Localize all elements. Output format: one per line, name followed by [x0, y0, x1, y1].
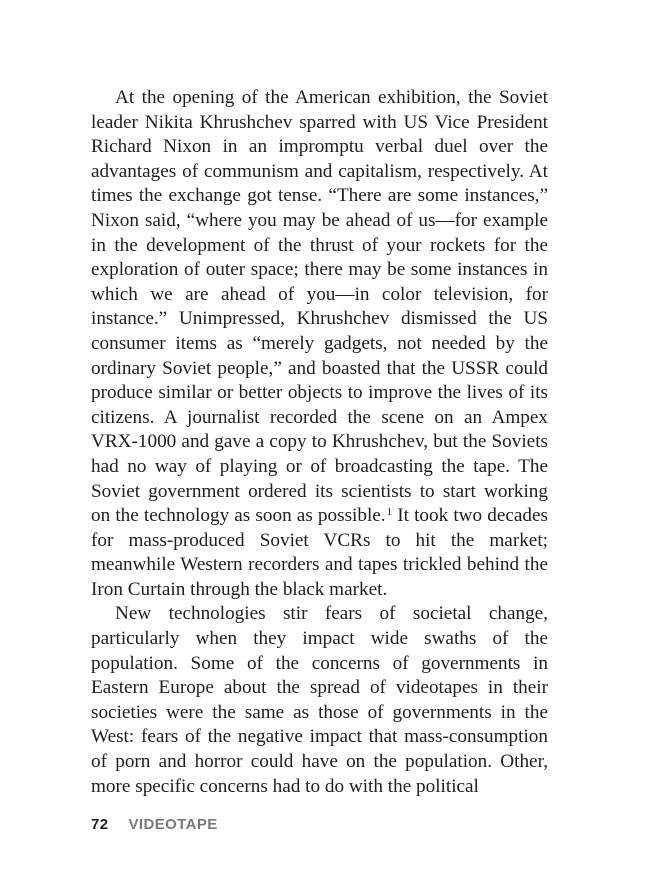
page-number: 72 [91, 816, 109, 833]
paragraph-1-continuation: It took two decades for mass-produced Soviet VCRs to hit the market; meanwhile Western recorders and tapes trickled behind the Iron Curtain through the black market. [91, 505, 548, 600]
page-footer [91, 816, 218, 833]
paragraph-2: New technologies stir fears of societal change, particularly when they impact wide swaths of the population. Some of the concerns of governments in Eastern Europe about the spread of videotapes in their societies were the same as those of governments in the West: fears of the negative impact that mass-consumption of porn and horror could have on the population. Other, more specific concerns had to do with the political [91, 603, 548, 797]
body-text [91, 86, 548, 799]
footnote-reference[interactable]: 1 [386, 506, 393, 519]
paragraph-1-text: At the opening of the American exhibition, the Soviet leader Nikita Khrushchev sparred with US Vice President Richard Nixon in an impromptu verbal duel over the advantages of communism and capitalism, respectively. At times the exchange got tense. “There are some instances,” Nixon said, “where you may be ahead of us—for example in the development of the thrust of your rockets for the exploration of outer space; there may be some instances in which we are ahead of you—in color television, for instance.” Unimpressed, Khrushchev dismissed the US consumer items as “merely gadgets, not needed by the ordinary Soviet people,” and boasted that the USSR could produce similar or better objects to improve the lives of its citizens. A journalist recorded the scene on an Ampex VRX-1000 and gave a copy to Khrushchev, but the Soviets had no way of playing or of broadcasting the tape. The Soviet government ordered its scientists to start working on the technology as soon as possible. [91, 87, 548, 527]
paragraph-1 [91, 86, 548, 602]
running-head: VIDEOTAPE [128, 816, 218, 833]
